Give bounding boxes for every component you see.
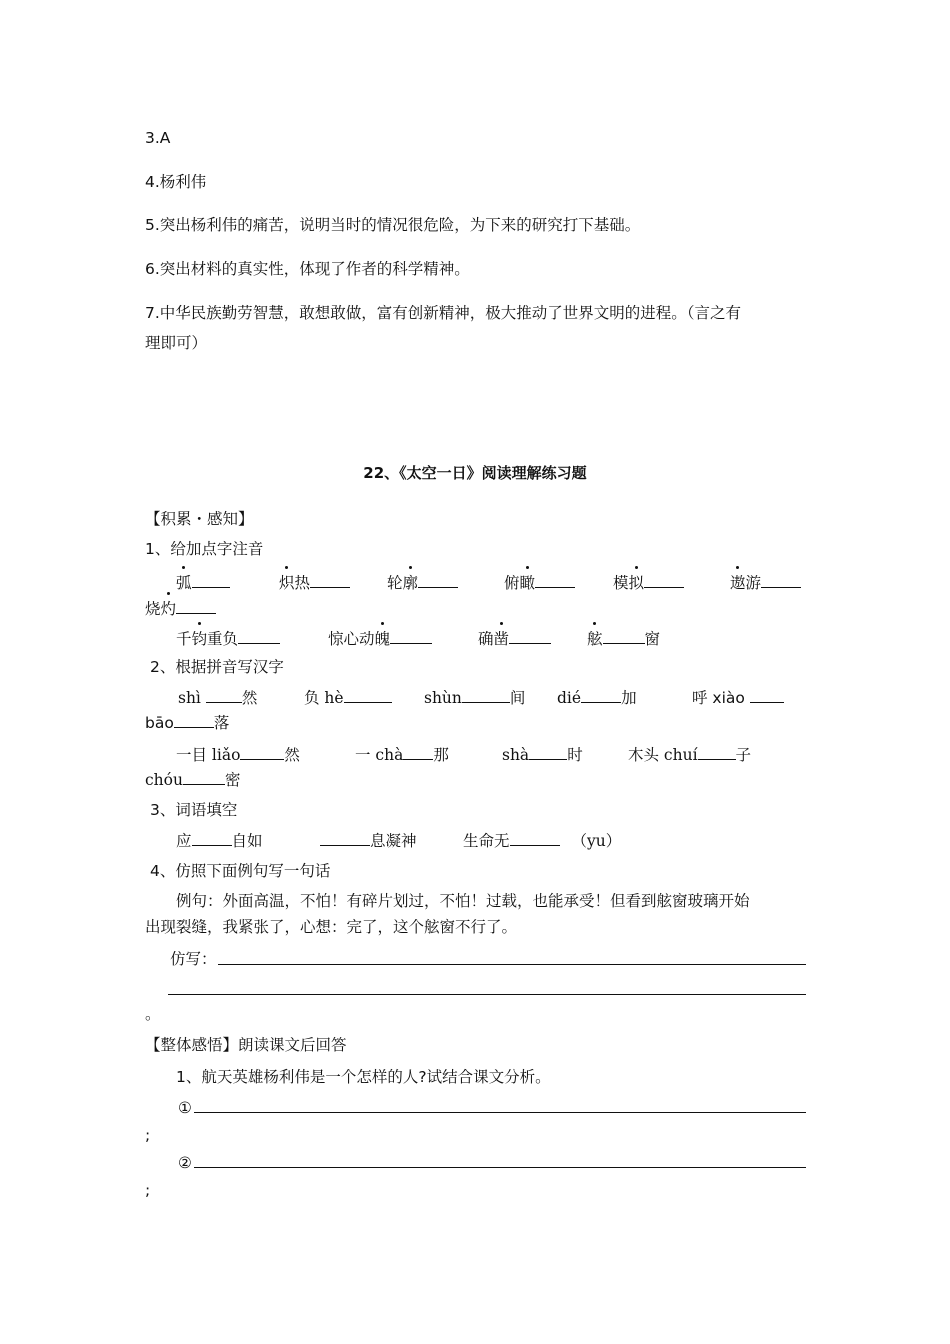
dotted-char: 凿 bbox=[493, 630, 510, 648]
word-part: 那 bbox=[433, 746, 449, 764]
word-part: 加 bbox=[621, 689, 637, 707]
answer-blank[interactable] bbox=[206, 687, 242, 703]
answer-marker-1: ① bbox=[178, 1099, 192, 1117]
semicolon-mark: ; bbox=[145, 1181, 151, 1199]
hanzi-item-5 bbox=[692, 687, 784, 708]
section-heading-overall: 【整体感悟】朗读课文后回答 bbox=[145, 1036, 347, 1054]
answer-blank[interactable] bbox=[192, 830, 232, 846]
answer-blank[interactable] bbox=[603, 628, 645, 644]
period-mark: 。 bbox=[145, 1005, 161, 1023]
word-part: 息凝神 bbox=[370, 832, 417, 850]
answer-blank[interactable] bbox=[644, 572, 684, 588]
hanzi-item-10 bbox=[628, 744, 751, 765]
answer-blank[interactable] bbox=[535, 572, 575, 588]
hanzi-item-6 bbox=[145, 712, 229, 733]
answer-blank[interactable] bbox=[761, 572, 801, 588]
section2-question-1: 1、航天英雄杨利伟是一个怎样的人?试结合课文分析。 bbox=[176, 1068, 551, 1086]
pinyin-item-3 bbox=[387, 572, 458, 593]
example-line-1: 例句：外面高温，不怕！有碎片划过，不怕！过载，也能承受！但看到舷窗玻璃开始 bbox=[176, 892, 750, 910]
answer-blank[interactable] bbox=[192, 572, 230, 588]
dotted-char: 廓 bbox=[402, 574, 419, 592]
word-part: 热 bbox=[294, 574, 311, 592]
answer-marker-2: ② bbox=[178, 1154, 192, 1172]
answer-5: 5.突出杨利伟的痛苦，说明当时的情况很危险，为下来的研究打下基础。 bbox=[145, 216, 641, 234]
pinyin-item-1 bbox=[176, 572, 230, 593]
pinyin-item-4 bbox=[504, 572, 575, 593]
pinyin-text: 负 hè bbox=[304, 689, 344, 707]
word-part: 轮 bbox=[387, 574, 403, 592]
pinyin-item-5 bbox=[613, 572, 684, 593]
question-2-title: 2、根据拼音写汉字 bbox=[150, 658, 284, 676]
fill-item-1 bbox=[176, 830, 263, 851]
answer-blank[interactable] bbox=[174, 712, 214, 728]
word-part: 千 bbox=[176, 630, 192, 648]
answer-line[interactable] bbox=[168, 994, 806, 995]
answer-blank[interactable] bbox=[418, 572, 458, 588]
answer-blank[interactable] bbox=[390, 628, 432, 644]
answer-line[interactable] bbox=[218, 964, 806, 965]
pinyin-item-10 bbox=[478, 628, 551, 649]
word-part: 窗 bbox=[644, 630, 661, 648]
word-part: 时 bbox=[567, 746, 583, 764]
pinyin-item-7 bbox=[145, 598, 216, 619]
pinyin-text: 一 chà bbox=[355, 746, 404, 764]
answer-blank[interactable] bbox=[462, 687, 510, 703]
fill-item-3 bbox=[463, 830, 621, 851]
pinyin-item-9 bbox=[328, 628, 432, 649]
pinyin-item-6 bbox=[730, 572, 801, 593]
word-part: 落 bbox=[213, 714, 230, 732]
word-part: 生命无 bbox=[463, 832, 510, 850]
answer-7-line1: 7.中华民族勤劳智慧，敢想敢做，富有创新精神，极大推动了世界文明的进程。（言之有 bbox=[145, 304, 742, 322]
answer-7-line2: 理即可） bbox=[145, 334, 208, 352]
word-part: 然 bbox=[284, 746, 300, 764]
word-part: 间 bbox=[509, 689, 526, 707]
semicolon-mark: ; bbox=[145, 1126, 151, 1144]
answer-6: 6.突出材料的真实性，体现了作者的科学精神。 bbox=[145, 260, 470, 278]
pinyin-text: 木头 chuí bbox=[628, 746, 698, 764]
pinyin-text: shùn bbox=[424, 689, 462, 707]
word-part: 游 bbox=[745, 574, 762, 592]
word-part: 密 bbox=[224, 771, 241, 789]
example-line-2: 出现裂缝，我紧张了，心想：完了，这个舷窗不行了。 bbox=[145, 918, 518, 936]
answer-blank[interactable] bbox=[403, 744, 433, 760]
pinyin-text: 一目 liǎo bbox=[176, 746, 241, 764]
hanzi-item-8 bbox=[355, 744, 449, 765]
hanzi-item-2 bbox=[304, 687, 392, 708]
hanzi-item-7 bbox=[176, 744, 300, 765]
imitate-label: 仿写： bbox=[170, 950, 217, 968]
answer-blank[interactable] bbox=[509, 628, 551, 644]
exercise-title: 22、《太空一日》阅读理解练习题 bbox=[363, 464, 587, 482]
word-part: 确 bbox=[478, 630, 494, 648]
answer-line[interactable] bbox=[194, 1112, 806, 1113]
answer-4: 4.杨利伟 bbox=[145, 173, 207, 191]
answer-line[interactable] bbox=[194, 1167, 806, 1168]
answer-blank[interactable] bbox=[581, 687, 621, 703]
answer-blank[interactable] bbox=[176, 598, 216, 614]
word-part: 子 bbox=[735, 746, 752, 764]
dotted-char: 炽 bbox=[279, 574, 295, 592]
answer-blank[interactable] bbox=[529, 744, 567, 760]
question-1-title: 1、给加点字注音 bbox=[145, 540, 264, 558]
pinyin-text: shì bbox=[178, 689, 201, 707]
word-part: 然 bbox=[241, 689, 258, 707]
pinyin-item-2 bbox=[279, 572, 350, 593]
word-part: 自如 bbox=[231, 832, 263, 850]
pinyin-item-11 bbox=[587, 628, 660, 649]
pinyin-text: dié bbox=[557, 689, 582, 707]
fill-item-2 bbox=[320, 830, 417, 851]
hanzi-item-11 bbox=[145, 769, 241, 790]
word-part: 烧 bbox=[145, 600, 161, 618]
answer-blank[interactable] bbox=[320, 830, 370, 846]
dotted-char: 灼 bbox=[160, 600, 177, 618]
answer-3: 3.A bbox=[145, 129, 171, 147]
dotted-char: 拟 bbox=[628, 574, 645, 592]
pinyin-text: 呼 xiào bbox=[692, 689, 745, 707]
hanzi-item-1 bbox=[178, 687, 257, 708]
hanzi-item-3 bbox=[424, 687, 525, 708]
dotted-char: 遨 bbox=[730, 574, 746, 592]
answer-blank[interactable] bbox=[344, 687, 392, 703]
dotted-char: 弧 bbox=[176, 574, 192, 592]
answer-blank[interactable] bbox=[310, 572, 350, 588]
pinyin-text: chóu bbox=[145, 771, 183, 789]
hanzi-item-9 bbox=[502, 744, 583, 765]
answer-blank[interactable] bbox=[750, 687, 784, 703]
word-part: 惊心动 bbox=[328, 630, 375, 648]
section-heading-accumulation: 【积累・感知】 bbox=[145, 510, 254, 528]
pinyin-item-8 bbox=[176, 628, 280, 649]
answer-blank[interactable] bbox=[183, 769, 225, 785]
dotted-char: 钧 bbox=[191, 630, 208, 648]
question-3-title: 3、词语填空 bbox=[150, 801, 238, 819]
word-part: 应 bbox=[176, 832, 192, 850]
answer-blank[interactable] bbox=[698, 744, 736, 760]
pinyin-text: bāo bbox=[145, 714, 174, 732]
word-part: 重负 bbox=[207, 630, 239, 648]
word-part: 模 bbox=[613, 574, 629, 592]
answer-blank[interactable] bbox=[240, 744, 284, 760]
dotted-char: 瞰 bbox=[519, 574, 536, 592]
answer-blank[interactable] bbox=[510, 830, 560, 846]
word-part: 俯 bbox=[504, 574, 520, 592]
answer-blank[interactable] bbox=[238, 628, 280, 644]
question-4-title: 4、仿照下面例句写一句话 bbox=[150, 862, 331, 880]
dotted-char: 魄 bbox=[374, 630, 391, 648]
dotted-char: 舷 bbox=[587, 630, 603, 648]
pinyin-text: shà bbox=[502, 746, 530, 764]
pinyin-hint: （yu） bbox=[571, 832, 622, 850]
hanzi-item-4 bbox=[557, 687, 637, 708]
